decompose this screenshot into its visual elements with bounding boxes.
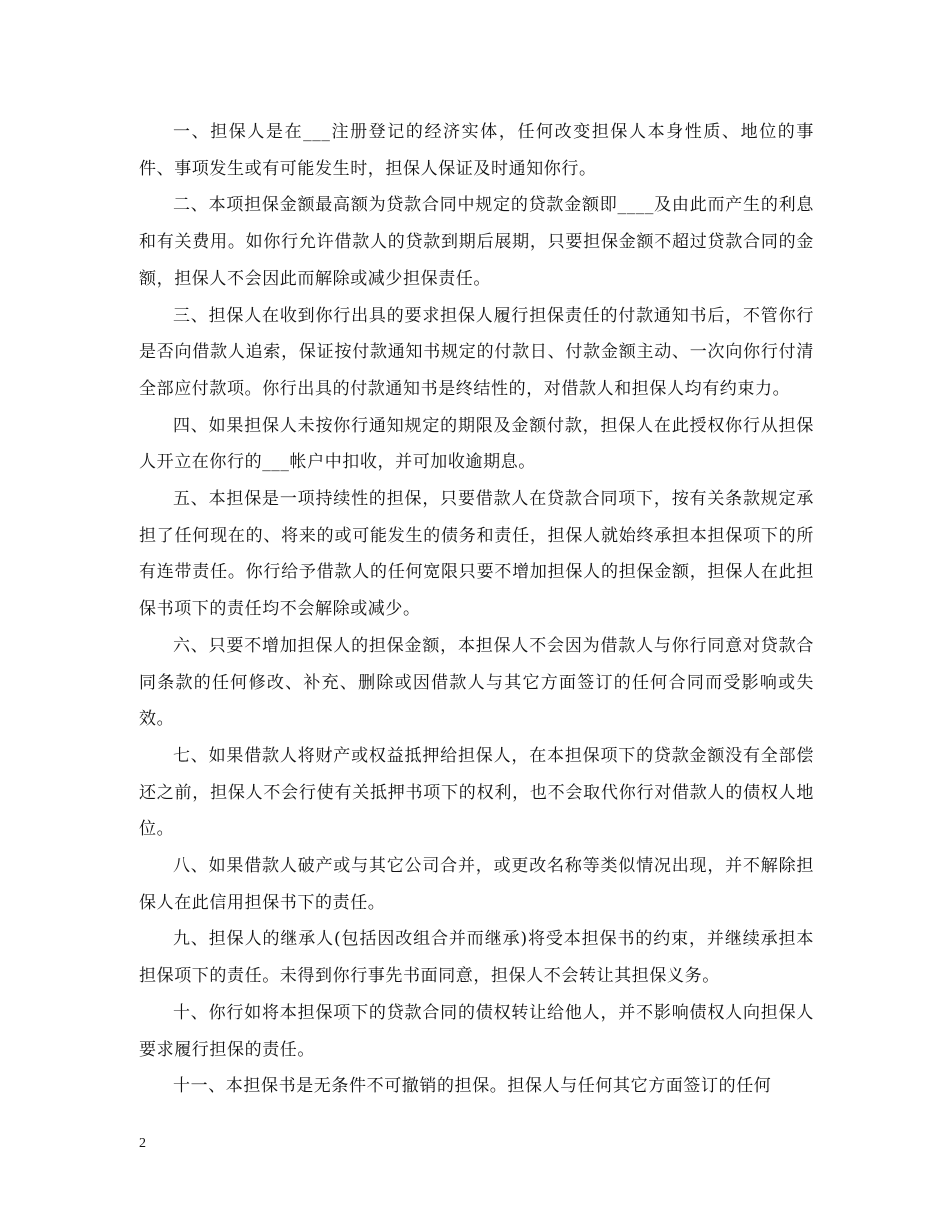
clause-6: 六、只要不增加担保人的担保金额，本担保人不会因为借款人与你行同意对贷款合同条款的任何修改、补充、删除或因借款人与其它方面签订的任何合同而受影响或失效。: [139, 635, 814, 730]
clause-1: 一、担保人是在___注册登记的经济实体，任何改变担保人本身性质、地位的事件、事项发生或有可能发生时，担保人保证及时通知你行。: [139, 122, 814, 179]
clause-8: 八、如果借款人破产或与其它公司合并，或更改名称等类似情况出现，并不解除担保人在此信用担保书下的责任。: [139, 856, 814, 913]
clause-4: 四、如果担保人未按你行通知规定的期限及金额付款，担保人在此授权你行从担保人开立在你行的___帐户中扣收，并可加收逾期息。: [139, 415, 814, 473]
clause-9: 九、担保人的继承人(包括因改组合并而继承)将受本担保书的约束，并继续承担本担保项下的责任。未得到你行事先书面同意，担保人不会转让其担保义务。: [139, 929, 814, 987]
clause-10: 十、你行如将本担保项下的贷款合同的债权转让给他人，并不影响债权人向担保人要求履行担保的责任。: [139, 1002, 814, 1060]
clause-5: 五、本担保是一项持续性的担保，只要借款人在贷款合同项下，按有关条款规定承担了任何现在的、将来的或可能发生的债务和责任，担保人就始终承担本担保项下的所有连带责任。你行给予借款人的任何宽限只要不增加担保人的担保金额，担保人在此担保书项下的责任均不会解除或减少。: [139, 489, 814, 620]
page-number: 2: [139, 1136, 146, 1151]
document-body: [139, 114, 814, 1105]
clause-7: 七、如果借款人将财产或权益抵押给担保人，在本担保项下的贷款金额没有全部偿还之前，担保人不会行使有关抵押书项下的权利，也不会取代你行对借款人的债权人地位。: [139, 745, 814, 840]
clause-2: 二、本项担保金额最高额为贷款合同中规定的贷款金额即____及由此而产生的利息和有关费用。如你行允许借款人的贷款到期后展期，只要担保金额不超过贷款合同的金额，担保人不会因此而解除或减少担保责任。: [139, 195, 814, 289]
clause-11: 十一、本担保书是无条件不可撤销的担保。担保人与任何其它方面签订的任何: [173, 1076, 772, 1097]
clause-3: 三、担保人在收到你行出具的要求担保人履行担保责任的付款通知书后，不管你行是否向借款人追索，保证按付款通知书规定的付款日、付款金额主动、一次向你行付清全部应付款项。你行出具的付款通知书是终结性的，对借款人和担保人均有约束力。: [139, 305, 814, 399]
